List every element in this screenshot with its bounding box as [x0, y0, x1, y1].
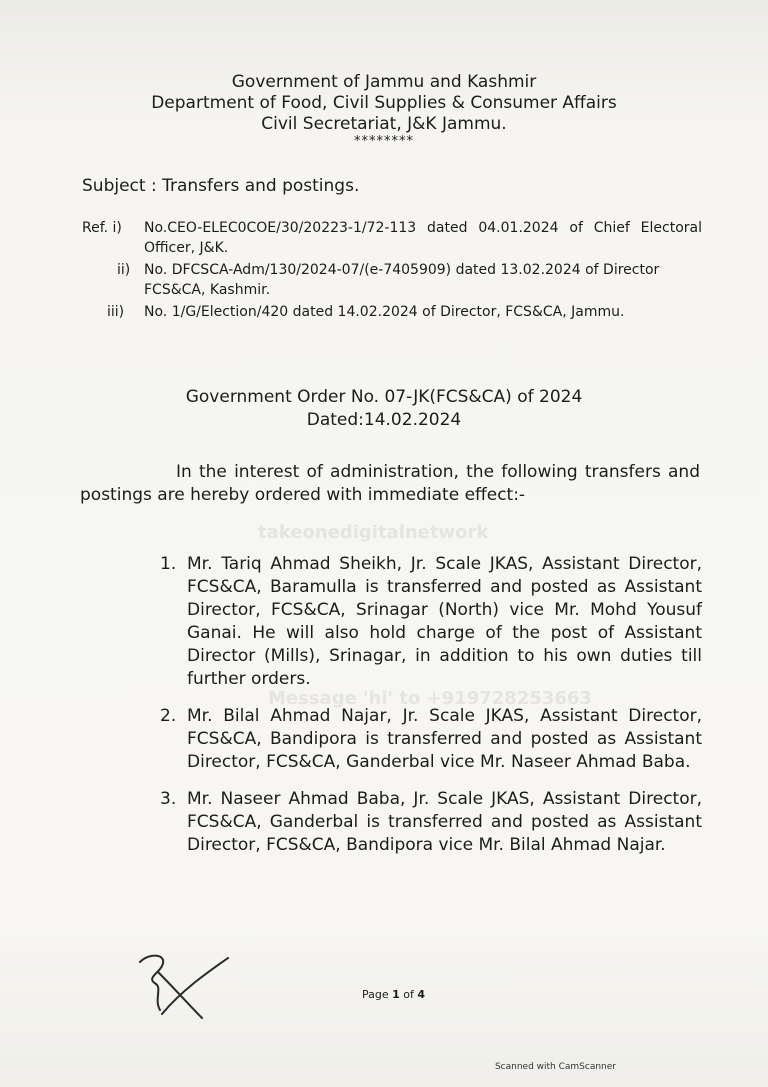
order-date: Dated:14.02.2024: [306, 410, 462, 430]
reference-number: Ref. i): [82, 220, 122, 236]
signature: [132, 948, 242, 1023]
transfer-list: [160, 553, 702, 857]
page-of: of: [403, 988, 414, 1001]
header-stars: ********: [354, 134, 414, 149]
order-heading: [0, 386, 768, 432]
page-total: 4: [417, 988, 426, 1001]
item-number: 1.: [160, 554, 177, 574]
watermark-text: takeonedigitalnetwork: [258, 522, 489, 543]
item-number: 3.: [160, 789, 177, 809]
page-number: [362, 988, 425, 1001]
scanner-credit: Scanned with CamScanner: [494, 1062, 616, 1072]
list-item: [160, 705, 702, 774]
intro-paragraph: In the interest of administration, the following transfers and postings are hereby ordered with immediate effect:-: [80, 462, 700, 505]
order-title: Government Order No. 07-JK(FCS&CA) of 2024: [185, 387, 583, 407]
header-department: Department of Food, Civil Supplies & Consumer Affairs: [151, 93, 617, 113]
document-header: [0, 72, 768, 149]
watermark-message: Message 'hi' to +919728253663: [268, 688, 592, 709]
list-item: [160, 553, 702, 691]
header-government: Government of Jammu and Kashmir: [231, 72, 537, 92]
reference-text: No. DFCSCA-Adm/130/2024-07/(e-7405909) dated 13.02.2024 of Director FCS&CA, Kashmir.: [144, 262, 660, 298]
reference-number: iii): [107, 304, 125, 320]
reference-item: [82, 302, 702, 322]
reference-item: [82, 260, 702, 300]
references: [82, 218, 702, 322]
list-item: [160, 788, 702, 857]
item-text: Mr. Naseer Ahmad Baba, Jr. Scale JKAS, Assistant Director, FCS&CA, Ganderbal is transferred and posted as Assistant Director, FCS&CA, Bandipora vice Mr. Bilal Ahmad Najar.: [187, 789, 702, 855]
reference-number: ii): [117, 262, 131, 278]
page-word: Page: [362, 988, 389, 1001]
reference-text: No.CEO-ELEC0COE/30/20223-1/72-113 dated 04.01.2024 of Chief Electoral Officer, J&K.: [144, 220, 702, 256]
page-current: 1: [392, 988, 400, 1001]
item-text: Mr. Bilal Ahmad Najar, Jr. Scale JKAS, Assistant Director, FCS&CA, Bandipora is transferred and posted as Assistant Director, FCS&CA, Ganderbal vice Mr. Naseer Ahmad Baba.: [187, 706, 702, 772]
item-text: Mr. Tariq Ahmad Sheikh, Jr. Scale JKAS, Assistant Director, FCS&CA, Baramulla is transferred and posted as Assistant Director, FCS&CA, Srinagar (North) vice Mr. Mohd Yousuf Ganai. He will also hold charge of the post of Assistant Director (Mills), Srinagar, in addition to his own duties till further orders.: [187, 554, 702, 689]
subject-line: Subject : Transfers and postings.: [82, 176, 360, 196]
reference-text: No. 1/G/Election/420 dated 14.02.2024 of Director, FCS&CA, Jammu.: [144, 304, 625, 320]
reference-item: [82, 218, 702, 258]
header-secretariat: Civil Secretariat, J&K Jammu.: [261, 114, 507, 134]
item-number: 2.: [160, 706, 177, 726]
